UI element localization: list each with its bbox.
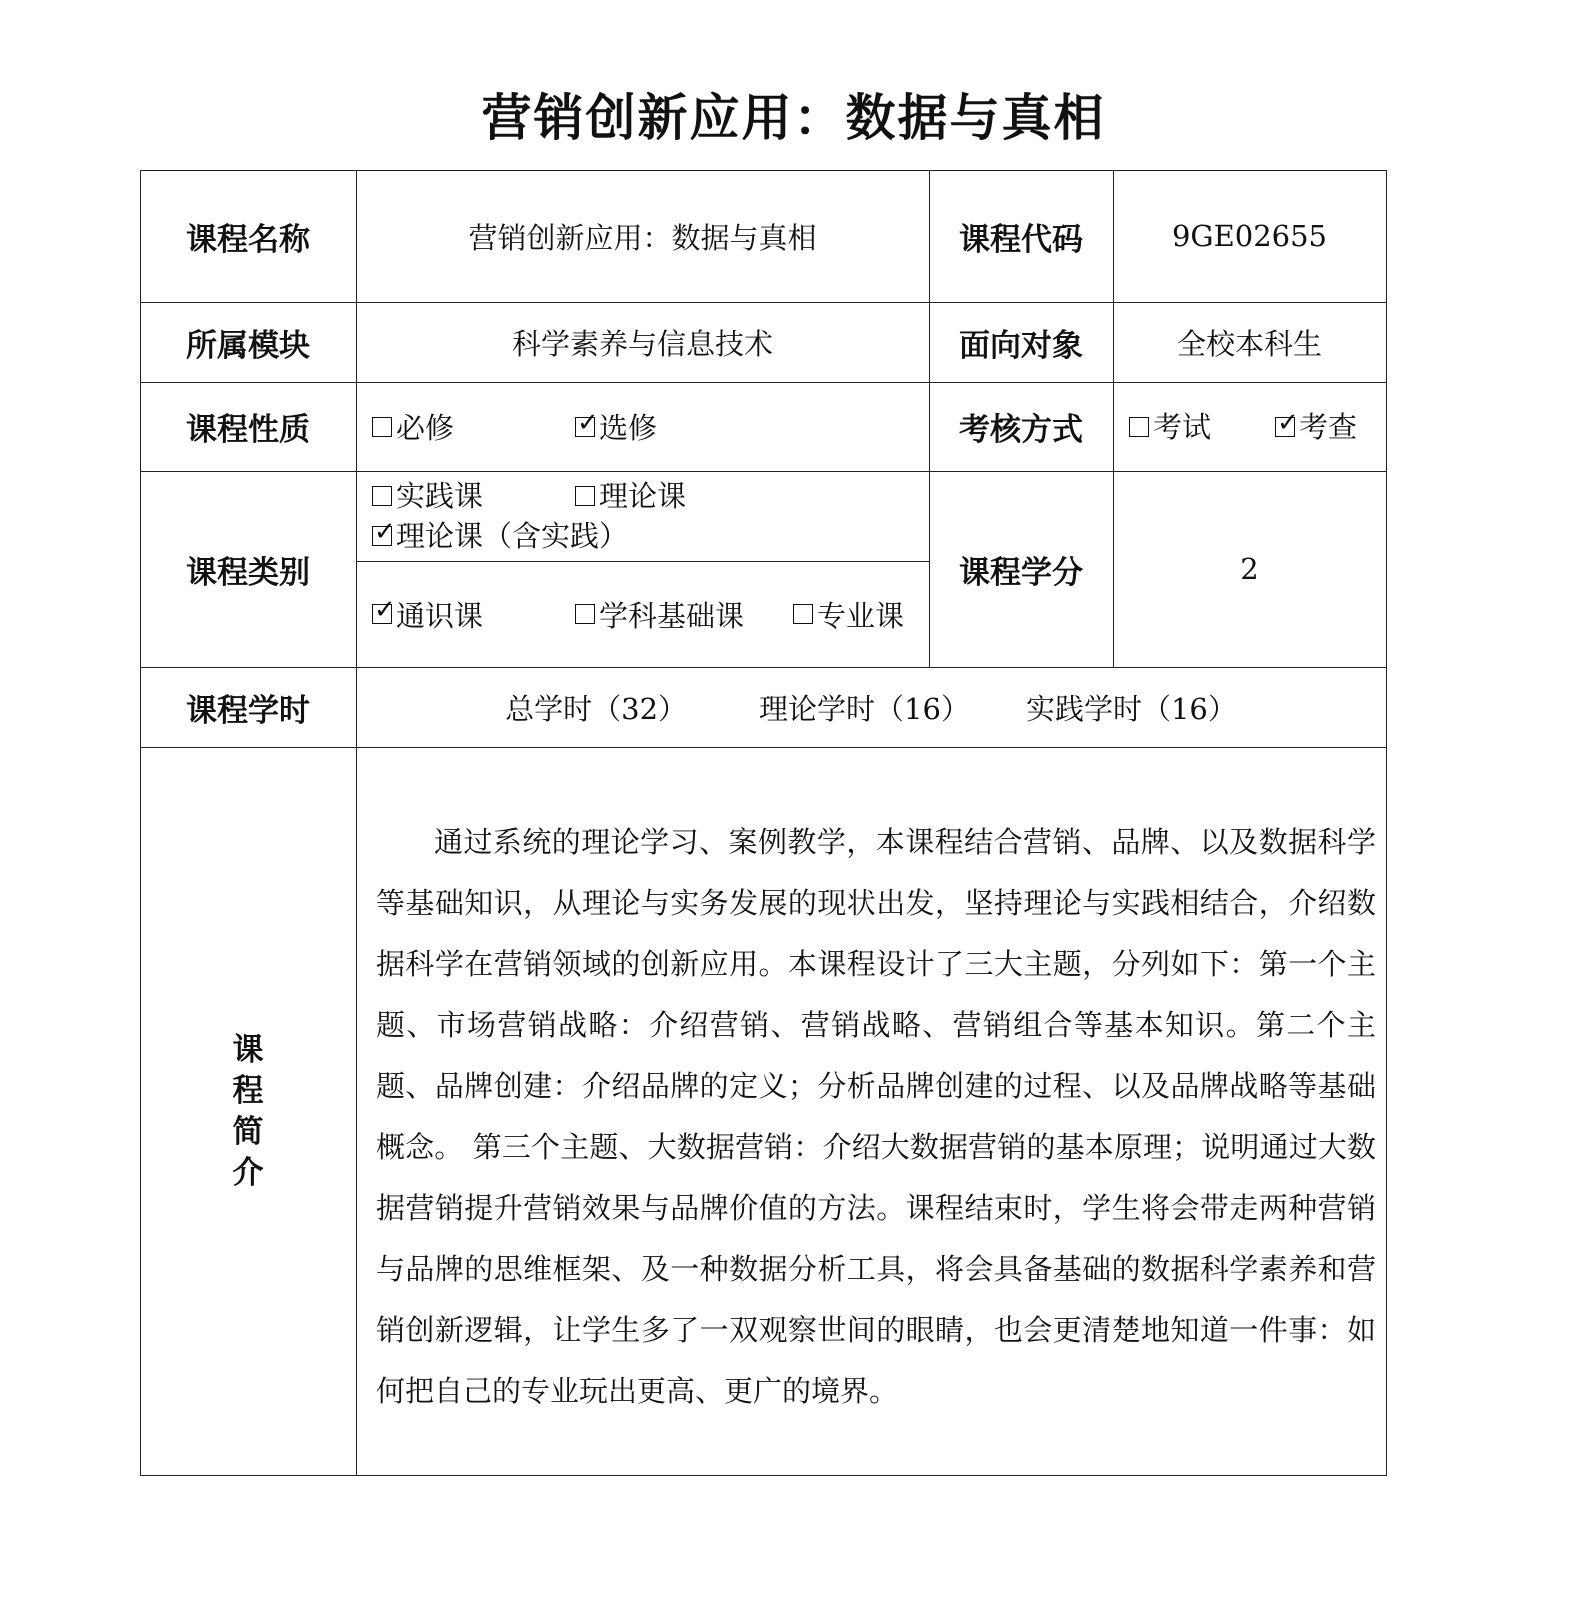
option-theory-with-practice[interactable] [372,516,628,556]
option-theory-with-practice-label: 理论课（含实践） [396,519,629,553]
category-group-1 [356,471,929,561]
option-general-course-label: 通识课 [396,598,484,633]
assessment-label: 考核方式 [959,412,1083,448]
nature-options [356,382,929,471]
total-hours: 总学时（32） [505,691,688,726]
category-group-2 [356,561,929,667]
option-elective-label: 选修 [599,411,658,445]
intro-label-char: 课 [232,1032,264,1068]
nature-label: 课程性质 [186,412,310,448]
option-theory-course-label: 理论课 [599,479,687,513]
option-practice-course[interactable] [372,476,575,516]
option-discipline-course[interactable] [575,594,793,635]
checkbox-theory-course[interactable] [575,486,595,506]
credit-value: 2 [1240,552,1259,586]
course-name-label: 课程名称 [186,221,310,258]
option-exam-label: 考试 [1153,409,1212,444]
option-required-label: 必修 [396,411,455,445]
checkbox-major-course[interactable] [793,604,813,624]
checkbox-exam[interactable] [1129,417,1149,437]
option-discipline-course-label: 学科基础课 [599,598,745,633]
option-review-label: 考查 [1299,409,1358,444]
credit-label: 课程学分 [959,554,1083,591]
practice-hours: 实践学时（16） [1025,691,1237,726]
option-elective[interactable] [575,406,657,447]
theory-hours: 理论学时（16） [759,691,970,726]
option-required[interactable] [372,406,575,447]
category-label: 课程类别 [186,554,310,591]
option-major-course[interactable] [793,594,904,635]
intro-label-char: 程 [232,1073,264,1109]
option-major-course-label: 专业课 [817,598,905,633]
audience-label: 面向对象 [959,327,1083,364]
audience-value: 全校本科生 [1176,326,1322,361]
checkbox-elective[interactable] [575,417,595,437]
course-name-value: 营销创新应用：数据与真相 [468,220,817,255]
intro-label-char: 介 [232,1155,264,1191]
checkbox-review[interactable] [1275,417,1295,437]
checkbox-required[interactable] [372,417,392,437]
hours-values [356,667,1386,747]
checkbox-general-course[interactable] [372,604,392,624]
option-theory-course[interactable] [575,476,686,516]
option-review[interactable] [1275,410,1357,444]
intro-text: 通过系统的理论学习、案例教学，本课程结合营销、品牌、以及数据科学等基础知识，从理论与实务发展的现状出发，坚持理论与实践相结合，介绍数据科学在营销领域的创新应用。本课程设计了三大主题，分列如下：第一个主题、市场营销战略：介绍营销、营销战略、营销组合等基本知识。第二个主题、品牌创建：介绍品牌的定义；分析品牌创建的过程、以及品牌战略等基础概念。 第三个主题、大数据营销：介绍大数据营销的基本原理；说明通过大数据营销提升营销效果与品牌价值的方法。课程结束时，学生将会带走两种营销与品牌的思维框架、及一种数据分析工具，将会具备基础的数据科学素养和营销创新逻辑，让学生多了一双观察世间的眼睛，也会更清楚地知道一件事：如何把自己的专业玩出更高、更广的境界。 [376,825,1376,1408]
option-exam[interactable] [1129,407,1211,447]
course-code-value: 9GE02655 [1171,219,1328,253]
hours-label: 课程学时 [186,692,310,729]
option-general-course[interactable] [372,594,575,635]
checkbox-theory-with-practice[interactable] [372,526,392,546]
option-practice-course-label: 实践课 [396,479,484,513]
document-title: 营销创新应用：数据与真相 [481,89,1106,147]
assessment-options [1113,382,1386,471]
checkbox-discipline-course[interactable] [575,604,595,624]
checkbox-practice-course[interactable] [372,486,392,506]
module-label: 所属模块 [186,327,310,364]
intro-label [140,1030,356,1194]
course-code-label: 课程代码 [959,221,1083,258]
module-value: 科学素养与信息技术 [511,326,773,361]
intro-label-char: 简 [232,1114,264,1150]
